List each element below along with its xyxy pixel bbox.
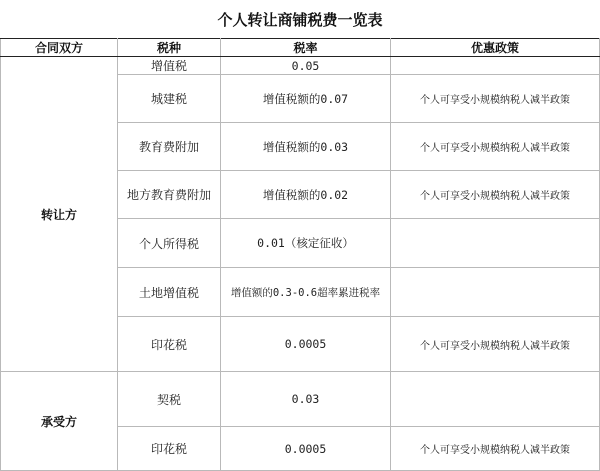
tax-policy: 个人可享受小规模纳税人减半政策 <box>391 123 600 171</box>
tax-policy: 个人可享受小规模纳税人减半政策 <box>391 427 600 471</box>
tax-name: 印花税 <box>118 427 221 471</box>
header-party: 合同双方 <box>1 39 118 57</box>
tax-name: 土地增值税 <box>118 268 221 317</box>
tax-table <box>0 38 600 471</box>
tax-name: 增值税 <box>118 57 221 75</box>
table-row <box>1 372 600 427</box>
party-transferee: 承受方 <box>1 372 118 471</box>
sheet-title: 个人转让商铺税费一览表 <box>217 10 383 29</box>
tax-rate: 0.03 <box>221 372 391 427</box>
tax-rate: 0.01（核定征收） <box>221 219 391 268</box>
tax-name: 个人所得税 <box>118 219 221 268</box>
party-transferor: 转让方 <box>1 57 118 372</box>
header-tax: 税种 <box>118 39 221 57</box>
tax-policy: 个人可享受小规模纳税人减半政策 <box>391 75 600 123</box>
table-row <box>1 57 600 75</box>
tax-policy <box>391 57 600 75</box>
tax-policy: 个人可享受小规模纳税人减半政策 <box>391 171 600 219</box>
tax-rate: 增值税额的0.02 <box>221 171 391 219</box>
tax-name: 城建税 <box>118 75 221 123</box>
tax-rate: 0.0005 <box>221 427 391 471</box>
tax-rate: 增值税额的0.07 <box>221 75 391 123</box>
tax-policy <box>391 219 600 268</box>
tax-rate: 0.0005 <box>221 317 391 372</box>
tax-rate: 增值额的0.3-0.6超率累进税率 <box>221 268 391 317</box>
tax-policy: 个人可享受小规模纳税人减半政策 <box>391 317 600 372</box>
tax-rate: 0.05 <box>221 57 391 75</box>
tax-rate: 增值税额的0.03 <box>221 123 391 171</box>
tax-name: 地方教育费附加 <box>118 171 221 219</box>
header-rate: 税率 <box>221 39 391 57</box>
tax-policy <box>391 268 600 317</box>
tax-name: 印花税 <box>118 317 221 372</box>
tax-name: 契税 <box>118 372 221 427</box>
header-row <box>1 39 600 57</box>
tax-name: 教育费附加 <box>118 123 221 171</box>
header-policy: 优惠政策 <box>391 39 600 57</box>
tax-policy <box>391 372 600 427</box>
